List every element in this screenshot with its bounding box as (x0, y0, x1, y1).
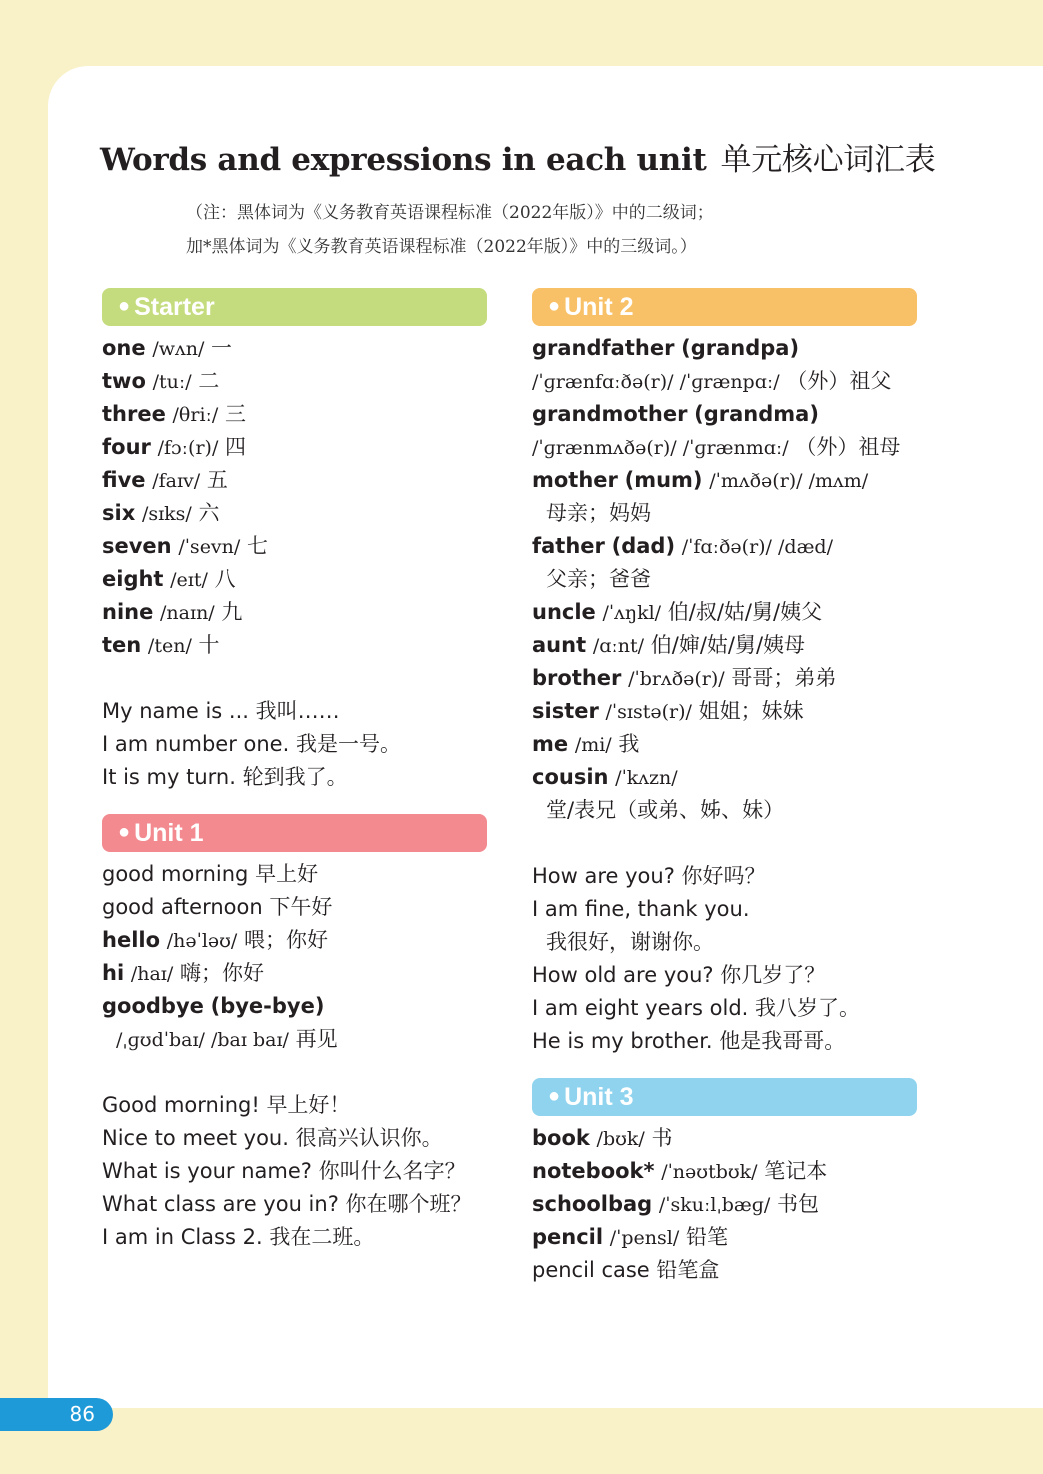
phrase-entry: I am fine, thank you. (532, 897, 750, 921)
word-entry: seven /ˈsevn/ 七 (102, 534, 268, 558)
word-entry: /ˈɡrænfɑːðə(r)/ /ˈɡrænpɑː/ （外）祖父 (532, 369, 892, 393)
word-entry: ten /ten/ 十 (102, 633, 220, 657)
bullet-icon: ● (548, 1085, 561, 1107)
phrase-entry: I am eight years old. 我八岁了。 (532, 996, 861, 1020)
word-entry: nine /naɪn/ 九 (102, 600, 243, 624)
title-chinese: 单元核心词汇表 (720, 142, 936, 178)
word-entry: pencil case 铅笔盒 (532, 1258, 720, 1282)
word-entry: three /θriː/ 三 (102, 402, 247, 426)
unit2-word-list (532, 332, 952, 827)
unit1-phrase-list (102, 1089, 522, 1254)
bullet-icon: ● (118, 821, 131, 843)
word-entry: five /faɪv/ 五 (102, 468, 228, 492)
left-column (102, 288, 522, 1254)
phrase-entry: He is my brother. 他是我哥哥。 (532, 1029, 846, 1053)
unit2-phrase-list (532, 860, 952, 1058)
page-number: 86 (0, 1398, 113, 1431)
phrase-entry: It is my turn. 轮到我了。 (102, 765, 348, 789)
section-header-unit1: ● Unit 1 (102, 814, 487, 852)
section-header-starter: ● Starter (102, 288, 487, 326)
word-entry: 母亲；妈妈 (546, 501, 651, 525)
word-entry: father (dad) /ˈfɑːðə(r)/ /dæd/ (532, 534, 833, 558)
section-header-unit2: ● Unit 2 (532, 288, 917, 326)
right-column (532, 288, 952, 1287)
word-entry: six /sɪks/ 六 (102, 501, 220, 525)
word-entry: sister /ˈsɪstə(r)/ 姐姐；妹妹 (532, 699, 804, 723)
phrase-entry: How are you? 你好吗？ (532, 864, 766, 888)
bullet-icon: ● (118, 295, 131, 317)
starter-phrase-list (102, 695, 522, 794)
word-entry: cousin /ˈkʌzn/ (532, 765, 678, 789)
word-entry: book /bʊk/ 书 (532, 1126, 673, 1150)
word-entry: schoolbag /ˈskuːlˌbæɡ/ 书包 (532, 1192, 819, 1216)
phrase-entry: 我很好，谢谢你。 (546, 930, 714, 954)
unit3-word-list (532, 1122, 952, 1287)
word-entry: good morning 早上好 (102, 862, 319, 886)
word-entry: uncle /ˈʌŋkl/ 伯/叔/姑/舅/姨父 (532, 600, 823, 624)
starter-word-list (102, 332, 522, 662)
word-entry: four /fɔː(r)/ 四 (102, 435, 247, 459)
word-entry: hi /haɪ/ 嗨；你好 (102, 961, 264, 985)
word-entry: pencil /ˈpensl/ 铅笔 (532, 1225, 728, 1249)
phrase-entry: What class are you in? 你在哪个班？ (102, 1192, 472, 1216)
phrase-entry: I am in Class 2. 我在二班。 (102, 1225, 375, 1249)
word-entry: aunt /ɑːnt/ 伯/婶/姑/舅/姨母 (532, 633, 806, 657)
page-title (100, 134, 935, 179)
word-entry: 父亲；爸爸 (546, 567, 651, 591)
word-entry: two /tuː/ 二 (102, 369, 220, 393)
word-entry: grandmother (grandma) (532, 402, 819, 426)
bullet-icon: ● (548, 295, 561, 317)
word-entry: brother /ˈbrʌðə(r)/ 哥哥；弟弟 (532, 666, 837, 690)
unit1-word-list (102, 858, 522, 1056)
word-entry: one /wʌn/ 一 (102, 336, 233, 360)
word-entry: eight /eɪt/ 八 (102, 567, 236, 591)
phrase-entry: Nice to meet you. 很高兴认识你。 (102, 1126, 443, 1150)
note-line-2: 加*黑体词为《义务教育英语课程标准（2022年版）》中的三级词。） (186, 237, 697, 257)
phrase-entry: What is your name? 你叫什么名字？ (102, 1159, 466, 1183)
word-entry: /ˈɡrænmʌðə(r)/ /ˈɡrænmɑː/ （外）祖母 (532, 435, 901, 459)
phrase-entry: Good morning! 早上好！ (102, 1093, 351, 1117)
phrase-entry: How old are you? 你几岁了？ (532, 963, 826, 987)
word-entry: notebook* /ˈnəʊtbʊk/ 笔记本 (532, 1159, 828, 1183)
word-entry: goodbye (bye-bye) (102, 994, 325, 1018)
section-header-unit3: ● Unit 3 (532, 1078, 917, 1116)
word-entry: 堂/表兄（或弟、姊、妹） (546, 798, 785, 822)
word-entry: hello /həˈləʊ/ 喂；你好 (102, 928, 329, 952)
word-entry: grandfather (grandpa) (532, 336, 800, 360)
note-line-1: （注：黑体词为《义务教育英语课程标准（2022年版）》中的二级词； (186, 203, 714, 223)
phrase-entry: I am number one. 我是一号。 (102, 732, 401, 756)
word-entry: me /mi/ 我 (532, 732, 640, 756)
title-english: Words and expressions in each unit (100, 142, 707, 178)
word-entry: mother (mum) /ˈmʌðə(r)/ /mʌm/ (532, 468, 869, 492)
phrase-entry: My name is ... 我叫…… (102, 699, 340, 723)
word-entry: good afternoon 下午好 (102, 895, 333, 919)
word-entry: /ˌɡʊdˈbaɪ/ /baɪ baɪ/ 再见 (116, 1027, 338, 1051)
